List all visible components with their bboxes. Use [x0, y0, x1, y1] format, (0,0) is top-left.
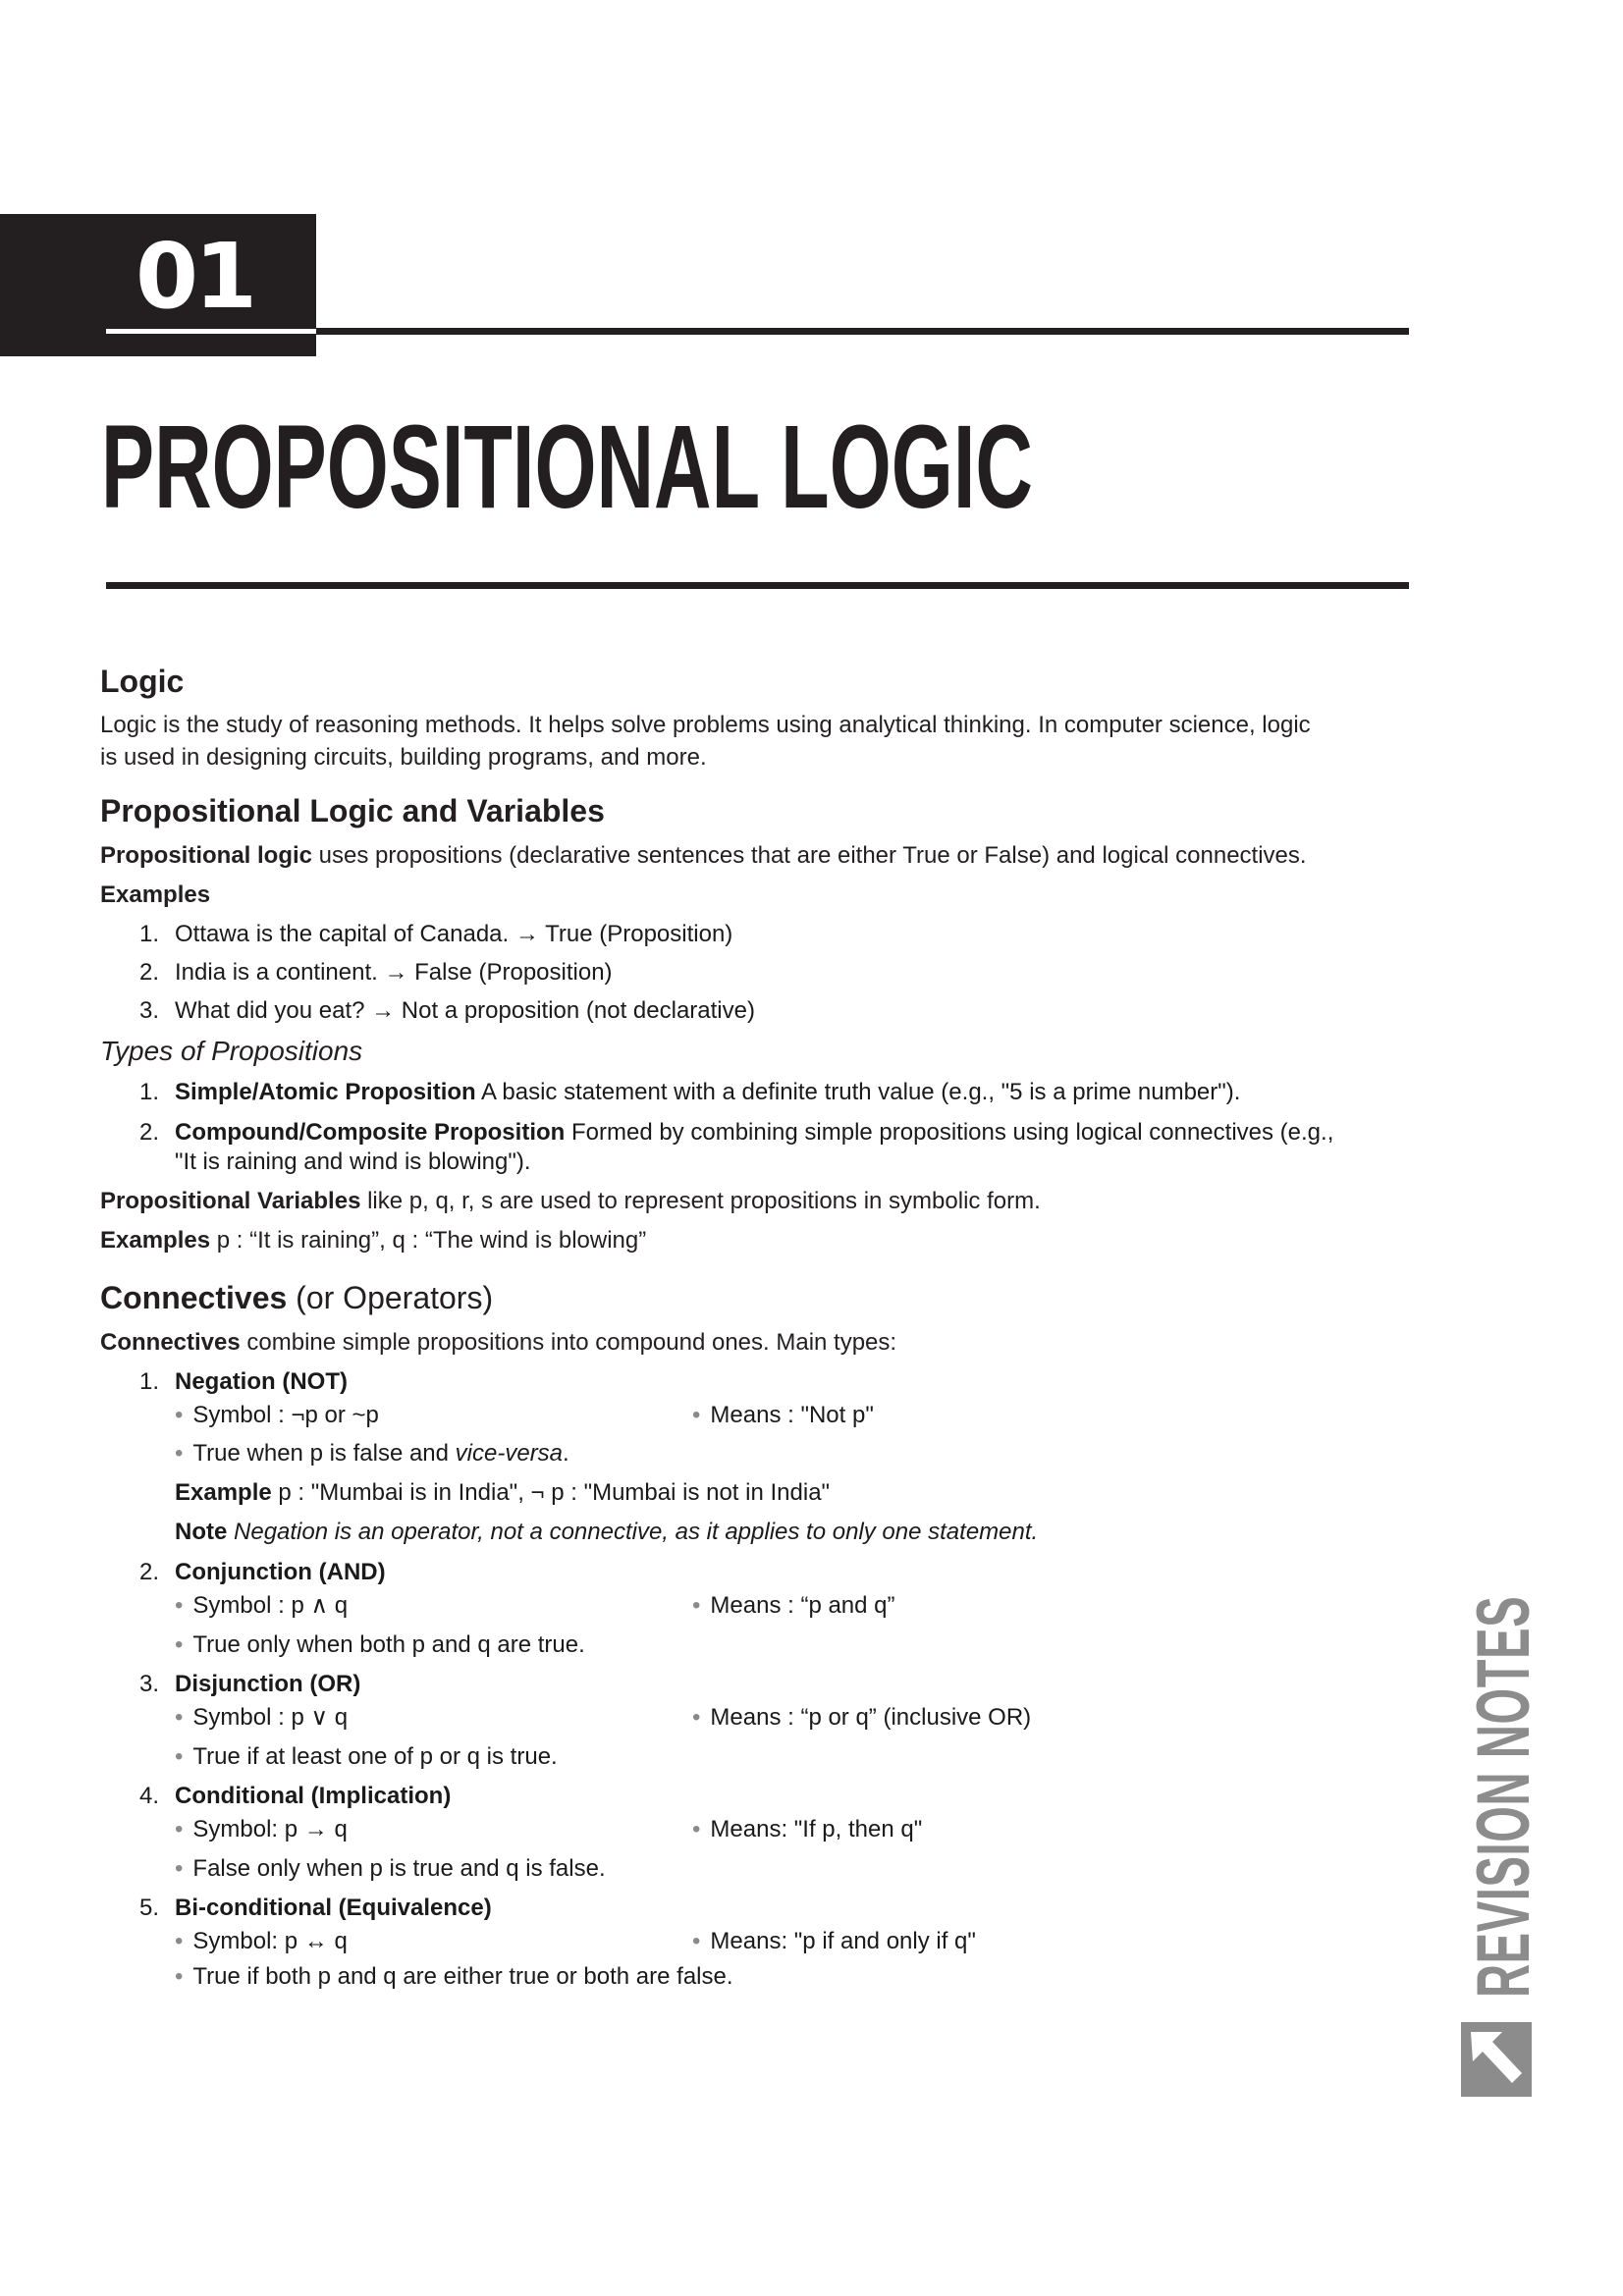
arrow-up-left-graphic — [1461, 2022, 1532, 2097]
truth-text: True only when both p and q are true. — [192, 1631, 585, 1658]
section-heading-connectives — [100, 1279, 493, 1316]
bullet-truth — [175, 1961, 733, 1992]
header-rule-bottom — [106, 582, 1409, 589]
bullet-dot-icon: • — [692, 1928, 701, 1954]
propositional-variables-line — [100, 1186, 1416, 1216]
bullet-dot-icon: • — [175, 1816, 184, 1842]
list-number: 3. — [139, 1671, 160, 1697]
type-term: Simple/Atomic Proposition — [175, 1079, 476, 1105]
bullet-dot-icon: • — [175, 1631, 184, 1658]
bullet-truth — [175, 1438, 569, 1468]
subheading-types-of-propositions: Types of Propositions — [100, 1036, 363, 1066]
list-number: 4. — [139, 1783, 160, 1809]
var-examples-label: Examples — [100, 1227, 211, 1254]
revision-notes-side-label — [1462, 1497, 1545, 1998]
list-text: "It is raining and wind is blowing"). — [175, 1148, 531, 1175]
variables-term: Propositional Variables — [100, 1188, 361, 1214]
logic-paragraph-line1: Logic is the study of reasoning methods. It helps solve problems using analytical thinking. In computer science, logic — [100, 712, 1311, 738]
connectives-term: Connectives — [100, 1329, 241, 1356]
note-label: Note — [175, 1519, 228, 1545]
bullet-dot-icon: • — [175, 1743, 184, 1770]
type-definition: A basic statement with a definite truth value (e.g., "5 is a prime number"). — [475, 1079, 1241, 1105]
bullet-dot-icon: • — [175, 1855, 184, 1882]
bullet-truth — [175, 1853, 606, 1884]
bullet-symbol — [175, 1926, 348, 1956]
connectives-heading-bold: Connectives — [100, 1280, 288, 1315]
header-rule-top — [316, 328, 1409, 335]
bullet-means — [692, 1590, 895, 1621]
side-label-text: REVISION NOTES — [1462, 1595, 1545, 1998]
bullet-dot-icon: • — [175, 1704, 184, 1731]
logic-paragraph-line2: is used in designing circuits, building programs, and more. — [100, 744, 707, 771]
connectives-intro — [100, 1327, 1416, 1358]
means-text: Means : “p or q” (inclusive OR) — [710, 1704, 1032, 1731]
list-number: 2. — [139, 1119, 160, 1146]
symbol-text: Symbol : ¬p or ~p — [192, 1402, 379, 1428]
symbol-text: Symbol: p ↔ q — [192, 1928, 348, 1954]
list-text: India is a continent. → False (Proposition) — [175, 959, 613, 986]
connectives-intro-text: combine simple propositions into compound ones. Main types: — [240, 1329, 897, 1356]
list-number: 5. — [139, 1895, 160, 1921]
truth-text: True when p is false and — [192, 1440, 456, 1467]
connective-title: Bi-conditional (Equivalence) — [175, 1895, 492, 1921]
example-label: Example — [175, 1479, 272, 1506]
bullet-means — [692, 1926, 976, 1956]
connectives-heading-rest: (or Operators) — [287, 1280, 494, 1315]
list-text — [175, 1117, 1412, 1148]
bullet-dot-icon: • — [692, 1816, 701, 1842]
bullet-dot-icon: • — [692, 1402, 701, 1428]
bullet-dot-icon: • — [175, 1440, 184, 1467]
bullet-dot-icon: • — [692, 1592, 701, 1619]
variables-text: like p, q, r, s are used to represent propositions in symbolic form. — [360, 1188, 1041, 1214]
truth-text: True if both p and q are either true or both are false. — [192, 1963, 733, 1990]
bullet-symbol — [175, 1400, 379, 1430]
example-text: p : "Mumbai is in India", ¬ p : "Mumbai is not in India" — [271, 1479, 831, 1506]
means-text: Means: "p if and only if q" — [710, 1928, 976, 1954]
page-title: PROPOSITIONAL LOGIC — [101, 400, 1033, 533]
list-number: 2. — [139, 1559, 160, 1585]
bullet-dot-icon: • — [692, 1704, 701, 1731]
symbol-text: Symbol : p ∨ q — [192, 1704, 349, 1731]
bullet-symbol — [175, 1702, 348, 1733]
bullet-symbol — [175, 1814, 348, 1844]
list-number: 1. — [139, 1079, 160, 1105]
arrow-up-left-icon — [1461, 2022, 1532, 2097]
variables-examples-line — [100, 1225, 1416, 1255]
truth-italic: vice-versa — [455, 1440, 564, 1467]
var-examples-text: p : “It is raining”, q : “The wind is blowing” — [210, 1227, 647, 1254]
means-text: Means : “p and q” — [710, 1592, 895, 1619]
bullet-dot-icon: • — [175, 1928, 184, 1954]
list-number: 3. — [139, 997, 160, 1024]
negation-example — [175, 1477, 830, 1508]
negation-note — [175, 1517, 1038, 1547]
means-text: Means: "If p, then q" — [710, 1816, 923, 1842]
connective-title: Conditional (Implication) — [175, 1783, 452, 1809]
examples-label: Examples — [100, 881, 211, 908]
type-definition: Formed by combining simple propositions using logical connectives (e.g., — [565, 1119, 1334, 1146]
symbol-text: Symbol : p ∧ q — [192, 1592, 349, 1619]
definition-text: uses propositions (declarative sentences that are either True or False) and logical connectives. — [312, 842, 1307, 869]
bullet-symbol — [175, 1590, 348, 1621]
list-number: 2. — [139, 959, 160, 986]
section-heading-propositional-logic: Propositional Logic and Variables — [100, 793, 605, 828]
type-term: Compound/Composite Proposition — [175, 1119, 566, 1146]
connective-title: Negation (NOT) — [175, 1368, 348, 1395]
section-heading-logic: Logic — [100, 664, 185, 699]
connective-title: Conjunction (AND) — [175, 1559, 386, 1585]
propositional-logic-definition — [100, 840, 1416, 871]
symbol-text: Symbol: p → q — [192, 1816, 348, 1842]
bullet-truth — [175, 1629, 585, 1660]
chapter-number: 01 — [135, 224, 254, 329]
truth-end: . — [563, 1440, 569, 1467]
list-text — [175, 1077, 1412, 1107]
truth-text: True if at least one of p or q is true. — [192, 1743, 558, 1770]
bullet-means — [692, 1400, 874, 1430]
note-text: Negation is an operator, not a connective, as it applies to only one statement. — [227, 1519, 1039, 1545]
bullet-dot-icon: • — [175, 1402, 184, 1428]
connective-title: Disjunction (OR) — [175, 1671, 361, 1697]
list-text: What did you eat? → Not a proposition (not declarative) — [175, 997, 755, 1024]
definition-term: Propositional logic — [100, 842, 313, 869]
bullet-means — [692, 1702, 1031, 1733]
list-text: Ottawa is the capital of Canada. → True (Proposition) — [175, 921, 733, 947]
bullet-dot-icon: • — [175, 1592, 184, 1619]
chapter-number-underline — [106, 329, 316, 334]
list-number: 1. — [139, 1368, 160, 1395]
bullet-means — [692, 1814, 922, 1844]
bullet-dot-icon: • — [175, 1963, 184, 1990]
list-number: 1. — [139, 921, 160, 947]
means-text: Means : "Not p" — [710, 1402, 874, 1428]
truth-text: False only when p is true and q is false. — [192, 1855, 606, 1882]
bullet-truth — [175, 1741, 558, 1772]
